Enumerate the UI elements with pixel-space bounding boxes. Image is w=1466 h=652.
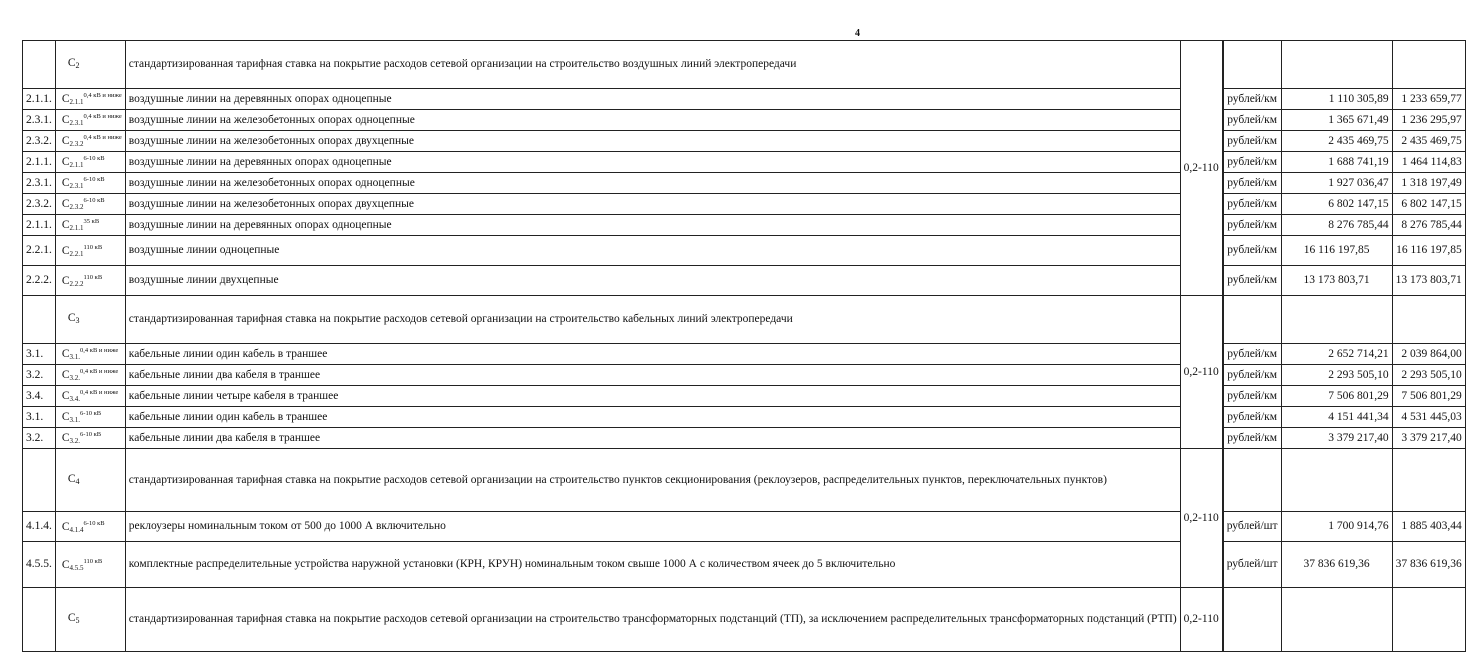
value-1: 2 652 714,21 bbox=[1281, 344, 1392, 365]
table-row bbox=[23, 542, 1466, 588]
rate-code-index: 2.1.1 bbox=[69, 98, 84, 106]
rate-code-index: 2.2.2 bbox=[69, 279, 84, 288]
rate-code-index: 2.1.1 bbox=[69, 224, 84, 232]
row-number: 2.3.2. bbox=[23, 194, 56, 215]
row-number: 3.1. bbox=[23, 407, 56, 428]
row-description: воздушные линии на железобетонных опорах двухцепные bbox=[125, 194, 1180, 215]
value-2: 8 276 785,44 bbox=[1392, 215, 1465, 236]
rate-code-voltage: 0,4 кВ и ниже bbox=[83, 134, 122, 141]
value-1: 1 365 671,49 bbox=[1281, 110, 1392, 131]
rate-code bbox=[55, 428, 125, 449]
row-description: воздушные линии двухцепные bbox=[125, 266, 1180, 296]
row-description: воздушные линии на железобетонных опорах двухцепные bbox=[125, 131, 1180, 152]
rate-code-index: 3.1. bbox=[69, 353, 81, 361]
value2-cell bbox=[1392, 449, 1465, 512]
row-number: 4.5.5. bbox=[23, 542, 56, 588]
rate-code bbox=[55, 512, 125, 542]
rate-code-index: 2.3.1 bbox=[69, 119, 84, 127]
row-number: 2.1.1. bbox=[23, 152, 56, 173]
value-2: 1 236 295,97 bbox=[1392, 110, 1465, 131]
value-1: 1 688 741,19 bbox=[1281, 152, 1392, 173]
value-2: 1 318 197,49 bbox=[1392, 173, 1465, 194]
group-code bbox=[55, 588, 125, 652]
rate-code bbox=[55, 542, 125, 588]
row-number: 2.1.1. bbox=[23, 89, 56, 110]
table-row bbox=[23, 512, 1466, 542]
rate-code-index: 3.1. bbox=[69, 416, 81, 424]
table-row bbox=[23, 428, 1466, 449]
value-2: 2 039 864,00 bbox=[1392, 344, 1465, 365]
rate-code-index: 2.3.1 bbox=[69, 182, 84, 190]
page-number: 4 bbox=[855, 28, 860, 39]
rate-code bbox=[55, 131, 125, 152]
rate-code-voltage: 110 кВ bbox=[83, 557, 103, 565]
value-1: 1 700 914,76 bbox=[1281, 512, 1392, 542]
rate-code-index: 2.3.2 bbox=[69, 203, 84, 211]
rate-code bbox=[55, 266, 125, 296]
table-row bbox=[23, 266, 1466, 296]
unit: рублей/шт bbox=[1223, 512, 1281, 542]
table-row bbox=[23, 131, 1466, 152]
unit-cell bbox=[1223, 296, 1281, 344]
value1-cell bbox=[1281, 588, 1392, 652]
rate-code-voltage: 110 кВ bbox=[83, 243, 103, 251]
group-heading: стандартизированная тарифная ставка на покрытие расходов сетевой организации на строительство воздушных линий электропередачи bbox=[125, 41, 1180, 89]
rate-code-letter: C bbox=[61, 432, 70, 444]
row-description: воздушные линии на деревянных опорах одноцепные bbox=[125, 152, 1180, 173]
row-description: реклоузеры номинальным током от 500 до 1000 А включительно bbox=[125, 512, 1180, 542]
group-code-letter: C bbox=[67, 612, 76, 624]
unit: рублей/км bbox=[1223, 386, 1281, 407]
group-code bbox=[55, 41, 125, 89]
unit: рублей/км bbox=[1223, 173, 1281, 194]
row-description: кабельные линии один кабель в траншее bbox=[125, 344, 1180, 365]
value-1: 2 435 469,75 bbox=[1281, 131, 1392, 152]
group-code-index: 2 bbox=[75, 61, 80, 70]
rate-code bbox=[55, 236, 125, 266]
table-row bbox=[23, 89, 1466, 110]
row-number: 2.3.1. bbox=[23, 110, 56, 131]
value-2: 37 836 619,36 bbox=[1392, 542, 1465, 588]
unit: рублей/км bbox=[1223, 152, 1281, 173]
rate-code bbox=[55, 386, 125, 407]
unit: рублей/шт bbox=[1223, 542, 1281, 588]
voltage-cell: 0,2-110 bbox=[1180, 449, 1222, 588]
value-1: 13 173 803,71 bbox=[1281, 266, 1392, 296]
value-1: 3 379 217,40 bbox=[1281, 428, 1392, 449]
table-row bbox=[23, 152, 1466, 173]
row-number-cell bbox=[23, 296, 56, 344]
value-2: 4 531 445,03 bbox=[1392, 407, 1465, 428]
rate-code-letter: C bbox=[61, 348, 70, 360]
value1-cell bbox=[1281, 449, 1392, 512]
unit: рублей/км bbox=[1223, 89, 1281, 110]
rate-code-index: 3.2. bbox=[69, 374, 81, 382]
rate-code-letter: C bbox=[61, 244, 70, 257]
value-2: 1 233 659,77 bbox=[1392, 89, 1465, 110]
rate-code-voltage: 35 кВ bbox=[83, 218, 100, 225]
value1-cell bbox=[1281, 41, 1392, 89]
rate-code-index: 3.4. bbox=[69, 395, 81, 403]
rate-code-letter: C bbox=[61, 520, 70, 533]
row-number: 2.1.1. bbox=[23, 215, 56, 236]
unit: рублей/км bbox=[1223, 194, 1281, 215]
rate-code-voltage: 6-10 кВ bbox=[80, 431, 102, 438]
row-number: 3.2. bbox=[23, 428, 56, 449]
unit: рублей/км bbox=[1223, 110, 1281, 131]
row-description: кабельные линии четыре кабеля в траншее bbox=[125, 386, 1180, 407]
table-row bbox=[23, 344, 1466, 365]
row-number: 2.3.1. bbox=[23, 173, 56, 194]
row-description: воздушные линии одноцепные bbox=[125, 236, 1180, 266]
row-number: 3.2. bbox=[23, 365, 56, 386]
value-1: 2 293 505,10 bbox=[1281, 365, 1392, 386]
rate-code-letter: C bbox=[61, 558, 70, 571]
rate-code-letter: C bbox=[61, 198, 70, 210]
value-1: 4 151 441,34 bbox=[1281, 407, 1392, 428]
rate-code-voltage: 0,4 кВ и ниже bbox=[80, 389, 119, 396]
group-heading-row bbox=[23, 41, 1466, 89]
rate-code-index: 3.2. bbox=[69, 437, 81, 445]
group-heading: стандартизированная тарифная ставка на покрытие расходов сетевой организации на строительство кабельных линий электропередачи bbox=[125, 296, 1180, 344]
rate-code-letter: C bbox=[61, 135, 70, 147]
row-description: воздушные линии на деревянных опорах одноцепные bbox=[125, 89, 1180, 110]
group-heading-row bbox=[23, 296, 1466, 344]
table-row bbox=[23, 407, 1466, 428]
row-number: 3.4. bbox=[23, 386, 56, 407]
table-row bbox=[23, 194, 1466, 215]
row-description: кабельные линии два кабеля в траншее bbox=[125, 365, 1180, 386]
unit: рублей/км bbox=[1223, 365, 1281, 386]
row-number-cell bbox=[23, 588, 56, 652]
unit-cell bbox=[1223, 588, 1281, 652]
rate-code-voltage: 6-10 кВ bbox=[83, 519, 105, 527]
value-2: 2 435 469,75 bbox=[1392, 131, 1465, 152]
value-1: 6 802 147,15 bbox=[1281, 194, 1392, 215]
unit: рублей/км bbox=[1223, 407, 1281, 428]
tariff-table bbox=[22, 40, 1466, 652]
group-code-letter: C bbox=[67, 472, 76, 485]
rate-code-index: 2.2.1 bbox=[69, 249, 84, 258]
value-1: 16 116 197,85 bbox=[1281, 236, 1392, 266]
value-2: 1 464 114,83 bbox=[1392, 152, 1465, 173]
row-description: воздушные линии на деревянных опорах одноцепные bbox=[125, 215, 1180, 236]
row-number: 2.2.1. bbox=[23, 236, 56, 266]
table-row bbox=[23, 215, 1466, 236]
rate-code-letter: C bbox=[61, 369, 70, 381]
rate-code-letter: C bbox=[61, 93, 70, 105]
value1-cell bbox=[1281, 296, 1392, 344]
row-description: кабельные линии один кабель в траншее bbox=[125, 407, 1180, 428]
value-2: 16 116 197,85 bbox=[1392, 236, 1465, 266]
rate-code-letter: C bbox=[61, 390, 70, 402]
value-2: 3 379 217,40 bbox=[1392, 428, 1465, 449]
group-code-letter: C bbox=[67, 312, 76, 324]
rate-code-index: 4.5.5 bbox=[69, 563, 84, 572]
group-code-index: 3 bbox=[75, 316, 80, 325]
voltage-cell: 0,2-110 bbox=[1180, 296, 1222, 449]
table-row bbox=[23, 110, 1466, 131]
voltage-cell: 0,2-110 bbox=[1180, 41, 1222, 296]
value-2: 7 506 801,29 bbox=[1392, 386, 1465, 407]
rate-code-voltage: 0,4 кВ и ниже bbox=[80, 368, 119, 375]
group-heading-row bbox=[23, 588, 1466, 652]
voltage-cell: 0,2-110 bbox=[1180, 588, 1222, 652]
rate-code bbox=[55, 407, 125, 428]
rate-code-voltage: 0,4 кВ и ниже bbox=[83, 113, 122, 120]
rate-code-index: 4.1.4 bbox=[69, 525, 84, 534]
unit: рублей/км bbox=[1223, 131, 1281, 152]
row-description: кабельные линии два кабеля в траншее bbox=[125, 428, 1180, 449]
rate-code-voltage: 6-10 кВ bbox=[83, 176, 105, 183]
unit-cell bbox=[1223, 449, 1281, 512]
table-row bbox=[23, 365, 1466, 386]
value-2: 6 802 147,15 bbox=[1392, 194, 1465, 215]
rate-code-letter: C bbox=[61, 114, 70, 126]
rate-code-letter: C bbox=[61, 274, 70, 287]
table-row bbox=[23, 173, 1466, 194]
rate-code-index: 2.3.2 bbox=[69, 140, 84, 148]
rate-code bbox=[55, 215, 125, 236]
unit: рублей/км bbox=[1223, 428, 1281, 449]
value2-cell bbox=[1392, 41, 1465, 89]
row-number-cell bbox=[23, 449, 56, 512]
row-number: 2.3.2. bbox=[23, 131, 56, 152]
rate-code-voltage: 6-10 кВ bbox=[80, 410, 102, 417]
table-row bbox=[23, 236, 1466, 266]
row-number-cell bbox=[23, 41, 56, 89]
unit: рублей/км bbox=[1223, 266, 1281, 296]
value-1: 7 506 801,29 bbox=[1281, 386, 1392, 407]
rate-code bbox=[55, 110, 125, 131]
rate-code-letter: C bbox=[61, 177, 70, 189]
group-code-index: 5 bbox=[75, 616, 80, 625]
rate-code-voltage: 0,4 кВ и ниже bbox=[83, 92, 122, 99]
row-number: 2.2.2. bbox=[23, 266, 56, 296]
rate-code-letter: C bbox=[61, 411, 70, 423]
group-code-letter: C bbox=[67, 57, 76, 69]
group-code-index: 4 bbox=[75, 476, 80, 486]
unit: рублей/км bbox=[1223, 236, 1281, 266]
rate-code-index: 2.1.1 bbox=[69, 161, 84, 169]
group-code bbox=[55, 449, 125, 512]
group-heading: стандартизированная тарифная ставка на покрытие расходов сетевой организации на строительство трансформаторных подстанций (ТП), за исключением распределительных трансформаторных подстанций (РТП) bbox=[125, 588, 1180, 652]
rate-code-voltage: 6-10 кВ bbox=[83, 155, 105, 162]
rate-code bbox=[55, 173, 125, 194]
row-number: 4.1.4. bbox=[23, 512, 56, 542]
value-1: 1 927 036,47 bbox=[1281, 173, 1392, 194]
value-1: 1 110 305,89 bbox=[1281, 89, 1392, 110]
rate-code bbox=[55, 344, 125, 365]
rate-code-voltage: 0,4 кВ и ниже bbox=[80, 347, 119, 354]
group-heading: стандартизированная тарифная ставка на покрытие расходов сетевой организации на строительство пунктов секционирования (реклоузеров, распределительных пунктов, переключательных пунктов) bbox=[125, 449, 1180, 512]
value-2: 1 885 403,44 bbox=[1392, 512, 1465, 542]
row-description: воздушные линии на железобетонных опорах одноцепные bbox=[125, 173, 1180, 194]
rate-code bbox=[55, 194, 125, 215]
value-2: 2 293 505,10 bbox=[1392, 365, 1465, 386]
unit: рублей/км bbox=[1223, 215, 1281, 236]
rate-code-letter: C bbox=[61, 219, 70, 231]
value2-cell bbox=[1392, 588, 1465, 652]
row-description: комплектные распределительные устройства наружной установки (КРН, КРУН) номинальным током свыше 1000 А с количеством ячеек до 5 включительно bbox=[125, 542, 1180, 588]
rate-code-letter: C bbox=[61, 156, 70, 168]
value-1: 37 836 619,36 bbox=[1281, 542, 1392, 588]
row-description: воздушные линии на железобетонных опорах одноцепные bbox=[125, 110, 1180, 131]
value-2: 13 173 803,71 bbox=[1392, 266, 1465, 296]
group-heading-row bbox=[23, 449, 1466, 512]
value2-cell bbox=[1392, 296, 1465, 344]
rate-code-voltage: 6-10 кВ bbox=[83, 197, 105, 204]
table-row bbox=[23, 386, 1466, 407]
group-code bbox=[55, 296, 125, 344]
rate-code bbox=[55, 152, 125, 173]
rate-code-voltage: 110 кВ bbox=[83, 273, 103, 281]
value-1: 8 276 785,44 bbox=[1281, 215, 1392, 236]
unit-cell bbox=[1223, 41, 1281, 89]
row-number: 3.1. bbox=[23, 344, 56, 365]
rate-code bbox=[55, 365, 125, 386]
rate-code bbox=[55, 89, 125, 110]
unit: рублей/км bbox=[1223, 344, 1281, 365]
